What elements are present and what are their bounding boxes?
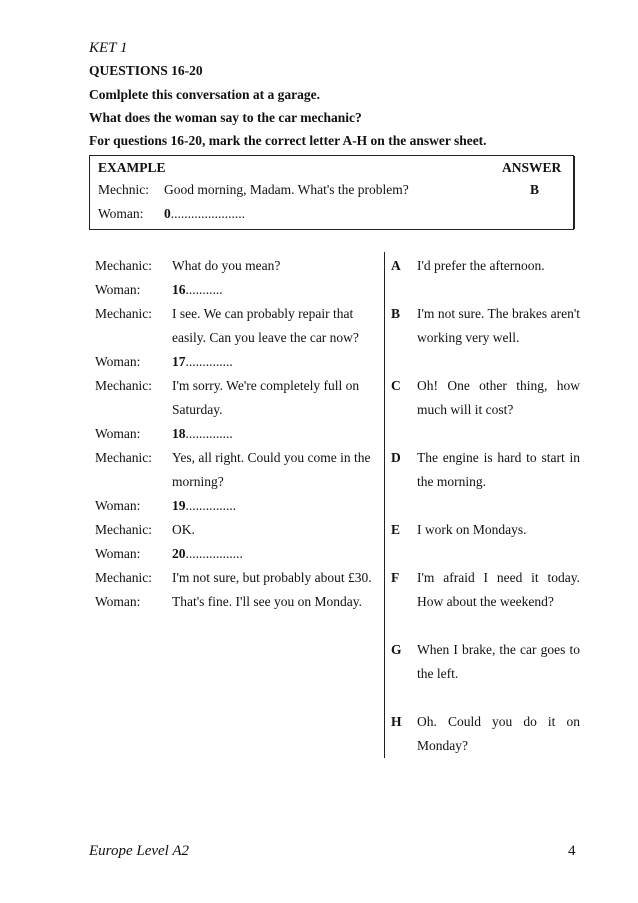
example-speaker-1: Mechnic:	[98, 182, 149, 197]
option-letter-c: C	[391, 378, 401, 393]
option-text-e: I work on Mondays.	[417, 522, 527, 537]
dialogue-text: I'm not sure, but probably about £30.	[172, 570, 372, 585]
answer-blank-17: 17..............	[172, 354, 233, 369]
dialogue-text: What do you mean?	[172, 258, 281, 273]
speaker: Woman:	[95, 426, 141, 441]
dialogue-text: easily. Can you leave the car now?	[172, 330, 359, 345]
example-label: EXAMPLE	[98, 160, 166, 175]
dialogue-text: That's fine. I'll see you on Monday.	[172, 594, 362, 609]
option-letter-h: H	[391, 714, 402, 729]
dialogue-text: morning?	[172, 474, 224, 489]
example-speaker-2: Woman:	[98, 206, 144, 221]
questions-heading: QUESTIONS 16-20	[89, 63, 203, 78]
answer-blank-16: 16...........	[172, 282, 223, 297]
option-letter-b: B	[391, 306, 401, 321]
option-text-b: I'm not sure. The brakes aren't working very well.	[417, 306, 580, 345]
example-box	[89, 155, 574, 230]
speaker: Woman:	[95, 354, 141, 369]
speaker: Woman:	[95, 546, 141, 561]
page-number: 4	[568, 843, 576, 859]
speaker: Woman:	[95, 594, 141, 609]
option-text-f: I'm afraid I need it today. How about the weekend?	[417, 570, 580, 609]
example-answer: B	[530, 182, 540, 197]
exam-title: KET 1	[89, 40, 128, 56]
answer-label: ANSWER	[502, 160, 562, 175]
speaker: Mechanic:	[95, 522, 152, 537]
dialogue-text: I'm sorry. We're completely full on	[172, 378, 360, 393]
example-divider	[574, 156, 575, 229]
dialogue-text: I see. We can probably repair that	[172, 306, 354, 321]
dialogue-text: OK.	[172, 522, 195, 537]
column-divider	[384, 252, 385, 758]
example-blank: ......................	[170, 206, 245, 221]
option-text-h: Oh. Could you do it on Monday?	[417, 714, 580, 753]
option-text-a: I'd prefer the afternoon.	[417, 258, 545, 273]
answer-blank-20: 20.................	[172, 546, 243, 561]
example-line-1: Good morning, Madam. What's the problem?	[164, 182, 409, 197]
speaker: Mechanic:	[95, 378, 152, 393]
option-text-c: Oh! One other thing, how much will it cost?	[417, 378, 580, 417]
instruction-line-2: What does the woman say to the car mechanic?	[89, 110, 362, 125]
example-line-2	[164, 206, 245, 222]
option-letter-d: D	[391, 450, 401, 465]
answer-blank-18: 18..............	[172, 426, 233, 441]
option-letter-a: A	[391, 258, 401, 273]
option-letter-g: G	[391, 642, 402, 657]
dialogue-text: Yes, all right. Could you come in the	[172, 450, 371, 465]
speaker: Woman:	[95, 282, 141, 297]
option-text-g: When I brake, the car goes to the left.	[417, 642, 580, 681]
speaker: Mechanic:	[95, 306, 152, 321]
dialogue-text: Saturday.	[172, 402, 223, 417]
speaker: Mechanic:	[95, 450, 152, 465]
footer-level: Europe Level A2	[89, 843, 189, 859]
example-number: 0	[164, 206, 171, 221]
speaker: Woman:	[95, 498, 141, 513]
instruction-line-3: For questions 16-20, mark the correct letter A-H on the answer sheet.	[89, 133, 487, 148]
option-text-d: The engine is hard to start in the morning.	[417, 450, 580, 489]
option-letter-f: F	[391, 570, 400, 585]
answer-blank-19: 19...............	[172, 498, 237, 513]
option-letter-e: E	[391, 522, 401, 537]
speaker: Mechanic:	[95, 258, 152, 273]
instruction-line-1: Comlplete this conversation at a garage.	[89, 87, 320, 102]
speaker: Mechanic:	[95, 570, 152, 585]
